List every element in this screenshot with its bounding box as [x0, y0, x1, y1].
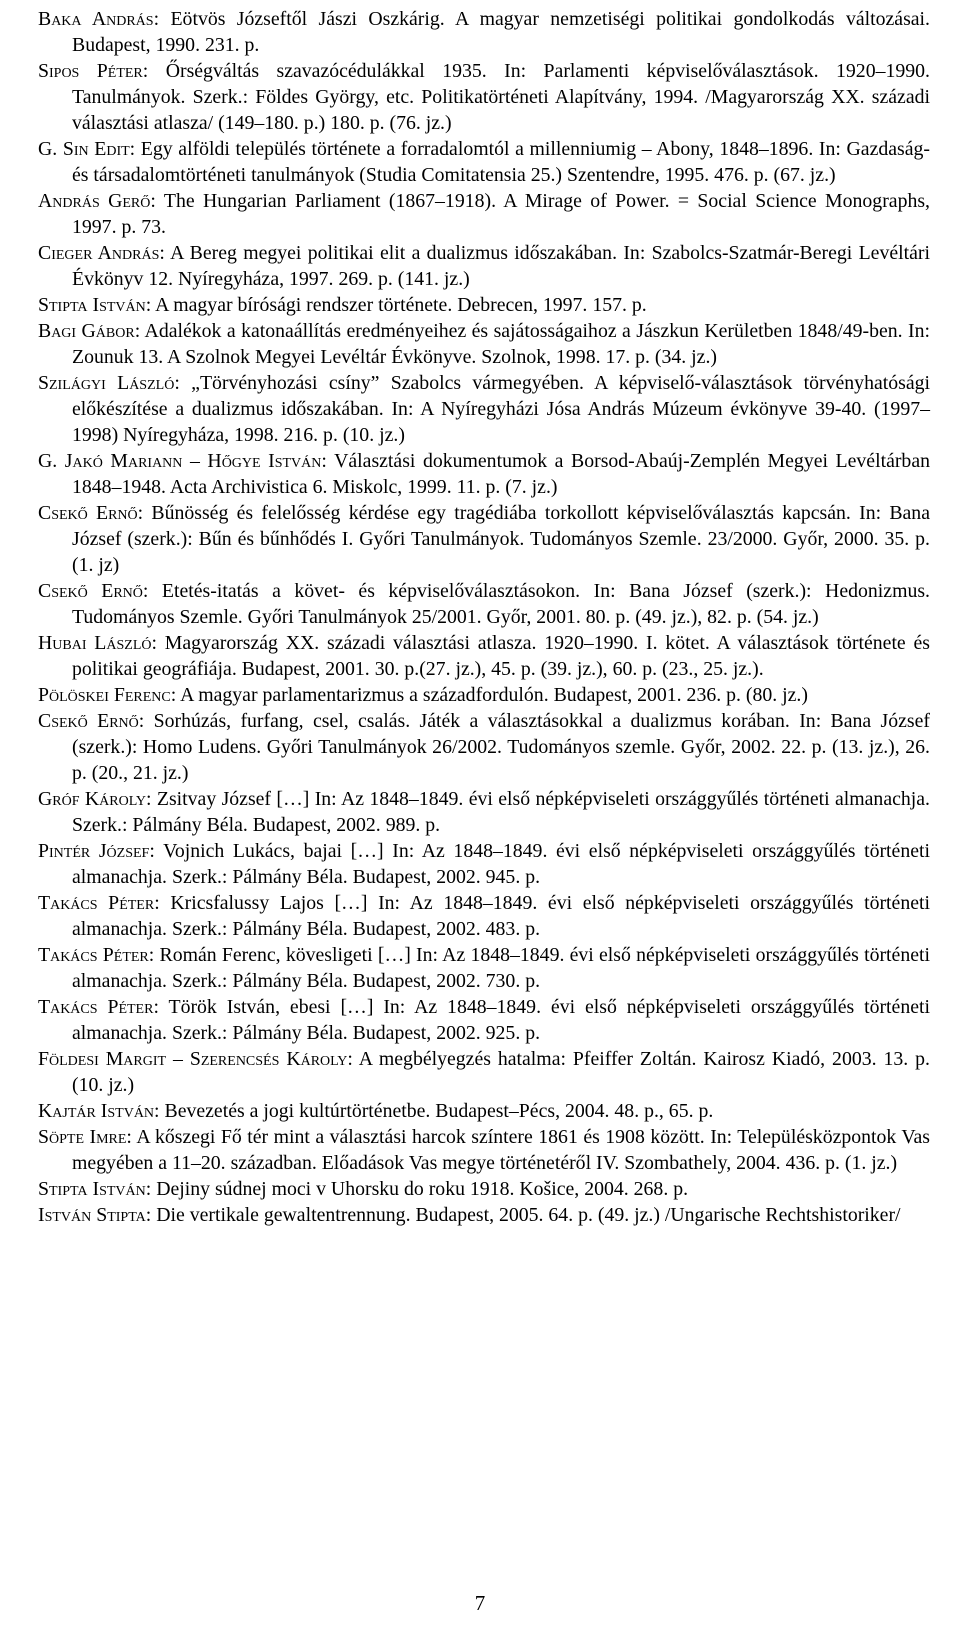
entry-text: Őrségváltás szavazócédulákkal 1935. In: Parlamenti képviselőválasztások. 1920–1990. Tanulmányok. Szerk.: Földes György, etc. Politikatörténeti Alapítvány, 1994. /Magyarország XX. századi választási atlasza/ (149–180. p.) 180. p. (76. jz.): [72, 60, 930, 134]
entry-text: A magyar parlamentarizmus a századfordulón. Budapest, 2001. 236. p. (80. jz.): [180, 684, 808, 706]
entry-text: Etetés-itatás a követ- és képviselőválasztásokon. In: Bana József (szerk.): Hedonizmus. Tudományos Szemle. Győri Tanulmányok 25/2001. Győr, 2001. 80. p. (49. jz.), 82. p. (54. jz.): [72, 580, 930, 628]
entry-separator: :: [154, 1100, 165, 1122]
bib-entry: [38, 240, 930, 292]
entry-separator: :: [170, 684, 181, 706]
entry-author: Baka András: [38, 8, 154, 30]
bib-entry: [38, 1202, 930, 1228]
entry-author: Bagi Gábor: [38, 320, 135, 342]
entry-text: Sorhúzás, furfang, csel, csalás. Játék a választásokkal a dualizmus korában. In: Bana József (szerk.): Homo Ludens. Győri Tanulmányok 26/2002. Tudományos szemle. Győr, 2002. 22. p. (13. jz.), 26. p. (20., 21. jz.): [72, 710, 930, 784]
entry-separator: :: [138, 710, 154, 732]
entry-text: Adalékok a katonaállítás eredményeihez és sajátosságaihoz a Jászkun Kerületben 1848/49-ben. In: Zounuk 13. A Szolnok Megyei Levéltár Évkönyve. Szolnok, 1998. 17. p. (34. jz.): [72, 320, 930, 368]
bib-entry: [38, 1098, 930, 1124]
entry-separator: :: [129, 138, 141, 160]
bib-entry: [38, 1046, 930, 1098]
bib-entry: [38, 578, 930, 630]
entry-author: Takács Péter: [38, 996, 154, 1018]
entry-text: Egy alföldi település története a forradalomtól a millenniumig – Abony, 1848–1896. In: Gazdaság- és társadalomtörténeti tanulmányok (Studia Comitatensia 25.) Szentendre, 1995. 476. p. (67. jz.): [72, 138, 930, 186]
entry-text: A kőszegi Fő tér mint a választási harcok színtere 1861 és 1908 között. In: Településközpontok Vas megyében a 11–20. században. Előadások Vas megye történetéről IV. Szombathely, 2004. 436. p. (1. jz.): [72, 1126, 931, 1174]
entry-separator: :: [149, 840, 164, 862]
entry-separator: :: [134, 320, 145, 342]
entry-author: Stipta István: [38, 294, 146, 316]
entry-text: A megbélyegzés hatalma: Pfeiffer Zoltán. Kairosz Kiadó, 2003. 13. p. (10. jz.): [72, 1048, 930, 1096]
entry-separator: :: [145, 1204, 157, 1226]
bib-entry: [38, 292, 930, 318]
bib-entry: [38, 136, 930, 188]
entry-author: Söpte Imre: [38, 1126, 127, 1148]
entry-author: András Gerő: [38, 190, 151, 212]
entry-separator: :: [153, 996, 169, 1018]
entry-separator: :: [347, 1048, 359, 1070]
entry-separator: :: [146, 788, 157, 810]
entry-separator: :: [159, 242, 171, 264]
entry-separator: :: [321, 450, 335, 472]
bib-entry: [38, 6, 930, 58]
bibliography-list: [38, 6, 930, 1228]
entry-author: Csekő Ernő: [38, 580, 143, 602]
entry-text: Török István, ebesi […] In: Az 1848–1849. évi első népképviseleti országgyűlés történeti almanachja. Szerk.: Pálmány Béla. Budapest, 2002. 925. p.: [72, 996, 930, 1044]
bib-entry: [38, 58, 930, 136]
entry-separator: :: [154, 892, 171, 914]
entry-author: Földesi Margit – Szerencsés Károly: [38, 1048, 348, 1070]
entry-author: Szilágyi László: [38, 372, 175, 394]
bib-entry: [38, 682, 930, 708]
entry-text: Eötvös Józseftől Jászi Oszkárig. A magyar nemzetiségi politikai gondolkodás változásai. Budapest, 1990. 231. p.: [72, 8, 930, 56]
entry-separator: :: [142, 60, 166, 82]
entry-text: Die vertikale gewaltentrennung. Budapest, 2005. 64. p. (49. jz.) /Ungarische Rechtshistoriker/: [156, 1204, 901, 1226]
entry-separator: :: [145, 294, 156, 316]
entry-text: Magyarország XX. századi választási atlasza. 1920–1990. I. kötet. A választások története és politikai geográfiája. Budapest, 2001. 30. p.(27. jz.), 45. p. (39. jz.), 60. p. (23., 25. jz.).: [72, 632, 930, 680]
bib-entry: [38, 370, 930, 448]
entry-separator: :: [153, 8, 171, 30]
entry-text: Választási dokumentumok a Borsod-Abaúj-Zemplén Megyei Levéltárban 1848–1948. Acta Archivistica 6. Miskolc, 1999. 11. p. (7. jz.): [72, 450, 930, 498]
entry-author: Hubai László: [38, 632, 152, 654]
entry-text: „Törvényhozási csíny” Szabolcs vármegyében. A képviselő-választások törvényhatósági előkészítése a dualizmus időszakában. In: A Nyíregyházi Jósa András Múzeum évkönyve 39-40. (1997–1998) Nyíregyháza, 1998. 216. p. (10. jz.): [72, 372, 930, 446]
bib-entry: [38, 786, 930, 838]
bib-entry: [38, 708, 930, 786]
entry-text: Kricsfalussy Lajos […] In: Az 1848–1849. évi első népképviseleti országgyűlés történeti almanachja. Szerk.: Pálmány Béla. Budapest, 2002. 483. p.: [72, 892, 930, 940]
entry-author: Csekő Ernő: [38, 710, 139, 732]
entry-text: The Hungarian Parliament (1867–1918). A Mirage of Power. = Social Science Monographs, 1997. p. 73.: [72, 190, 930, 238]
entry-text: Vojnich Lukács, bajai […] In: Az 1848–1849. évi első népképviseleti országgyűlés történeti almanachja. Szerk.: Pálmány Béla. Budapest, 2002. 945. p.: [72, 840, 930, 888]
entry-text: Dejiny súdnej moci v Uhorsku do roku 1918. Košice, 2004. 268. p.: [156, 1178, 689, 1200]
entry-author: Csekő Ernő: [38, 502, 138, 524]
entry-separator: :: [126, 1126, 137, 1148]
bib-entry: [38, 630, 930, 682]
bib-entry: [38, 188, 930, 240]
bib-entry: [38, 890, 930, 942]
entry-author: Kajtár István: [38, 1100, 155, 1122]
entry-separator: :: [151, 632, 165, 654]
bib-entry: [38, 942, 930, 994]
entry-author: Gróf Károly: [38, 788, 146, 810]
entry-author: Takács Péter: [38, 892, 155, 914]
entry-text: Román Ferenc, kövesligeti […] In: Az 1848–1849. évi első népképviseleti országgyűlés történeti almanachja. Szerk.: Pálmány Béla. Budapest, 2002. 730. p.: [72, 944, 930, 992]
entry-separator: :: [137, 502, 152, 524]
entry-author: Cieger András: [38, 242, 160, 264]
bib-entry: [38, 1176, 930, 1202]
entry-text: A Bereg megyei politikai elit a dualizmus időszakában. In: Szabolcs-Szatmár-Beregi Levéltári Évkönyv 12. Nyíregyháza, 1997. 269. p. (141. jz.): [72, 242, 930, 290]
entry-author: Sipos Péter: [38, 60, 143, 82]
entry-separator: :: [174, 372, 192, 394]
entry-author: Takács Péter: [38, 944, 149, 966]
entry-separator: :: [148, 944, 160, 966]
entry-author: István Stipta: [38, 1204, 146, 1226]
bib-entry: [38, 1124, 930, 1176]
entry-separator: :: [145, 1178, 157, 1200]
entry-author: G. Jakó Mariann – Hőgye István: [38, 450, 322, 472]
entry-separator: :: [142, 580, 162, 602]
entry-text: Bűnösség és felelősség kérdése egy tragédiába torkollott képviselőválasztás kapcsán. In: Bana József (szerk.): Bűn és bűnhődés I. Győri Tanulmányok. Tudományos Szemle. 23/2000. Győr, 2000. 35. p. (1. jz): [72, 502, 930, 576]
entry-author: Pölöskei Ferenc: [38, 684, 171, 706]
entry-author: Stipta István: [38, 1178, 146, 1200]
entry-text: Bevezetés a jogi kultúrtörténetbe. Budapest–Pécs, 2004. 48. p., 65. p.: [164, 1100, 714, 1122]
entry-separator: :: [150, 190, 164, 212]
bib-entry: [38, 994, 930, 1046]
bib-entry: [38, 838, 930, 890]
entry-text: Zsitvay József […] In: Az 1848–1849. évi első népképviseleti országgyűlés történeti almanachja. Szerk.: Pálmány Béla. Budapest, 2002. 989. p.: [72, 788, 930, 836]
bib-entry: [38, 318, 930, 370]
bib-entry: [38, 448, 930, 500]
entry-author: G. Sin Edit: [38, 138, 130, 160]
entry-text: A magyar bírósági rendszer története. Debrecen, 1997. 157. p.: [155, 294, 647, 316]
bib-entry: [38, 500, 930, 578]
entry-author: Pintér József: [38, 840, 150, 862]
page-number: 7: [474, 1591, 486, 1615]
